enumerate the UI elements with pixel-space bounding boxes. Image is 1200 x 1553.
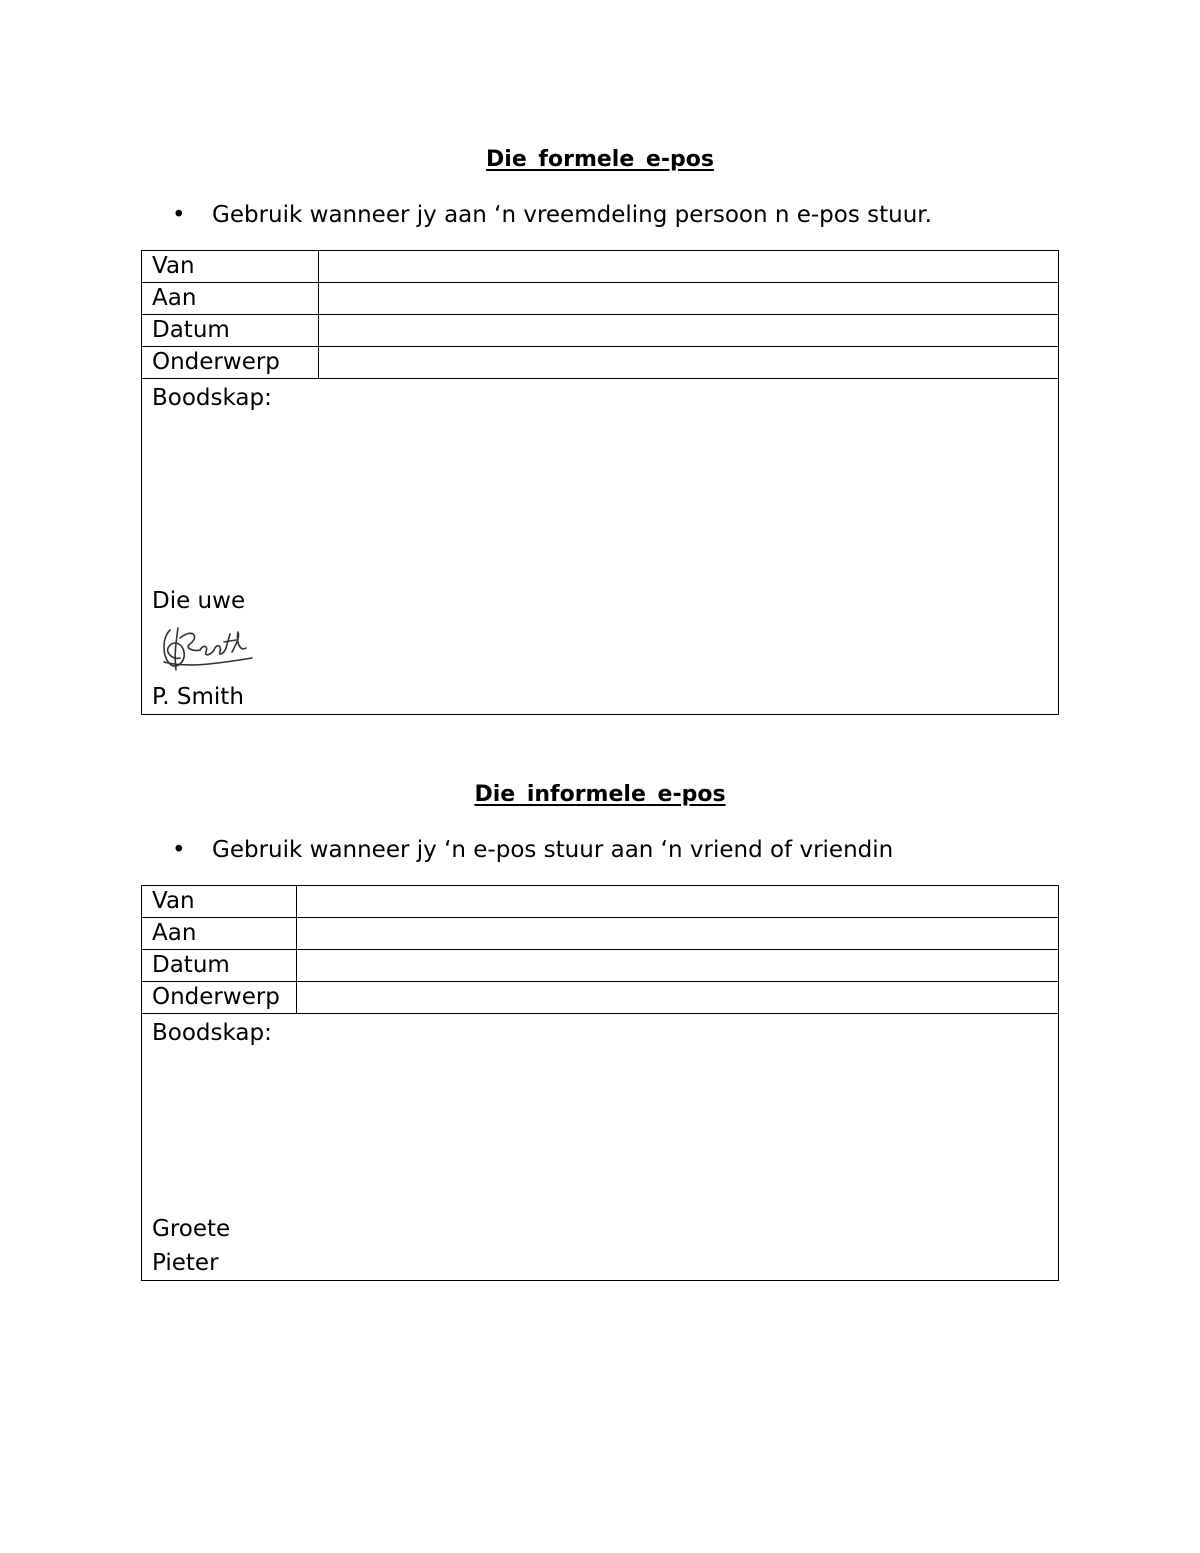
message-label: Boodskap:	[152, 1020, 272, 1046]
field-label: Aan	[142, 918, 297, 950]
bullet-icon: •	[172, 202, 186, 228]
informal-message-area[interactable]	[142, 1014, 1059, 1281]
formal-row-aan	[142, 283, 1059, 315]
field-label: Onderwerp	[142, 347, 319, 379]
informal-closing-block	[152, 1212, 230, 1280]
message-label: Boodskap:	[152, 385, 272, 411]
informal-row-datum	[142, 950, 1059, 982]
formal-bullet	[172, 200, 932, 230]
formal-row-datum	[142, 315, 1059, 347]
field-value-datum[interactable]	[319, 315, 1059, 347]
formal-row-van	[142, 251, 1059, 283]
field-label: Van	[142, 886, 297, 918]
closing-text: Die uwe	[152, 588, 246, 614]
informal-row-message	[142, 1014, 1059, 1281]
formal-closing-block	[152, 584, 256, 714]
informal-heading: Die informele e-pos	[474, 782, 726, 807]
field-value-van[interactable]	[297, 886, 1059, 918]
closing-text: Groete	[152, 1216, 231, 1242]
field-label: Van	[142, 251, 319, 283]
formal-bullet-text: Gebruik wanneer jy aan ‘n vreemdeling persoon n e-pos stuur.	[212, 202, 932, 228]
field-value-aan[interactable]	[297, 918, 1059, 950]
sender-name: Pieter	[152, 1250, 219, 1276]
field-value-aan[interactable]	[319, 283, 1059, 315]
formal-email-table	[141, 250, 1059, 715]
field-value-datum[interactable]	[297, 950, 1059, 982]
signature-icon	[156, 618, 256, 676]
field-label: Datum	[142, 950, 297, 982]
informal-row-van	[142, 886, 1059, 918]
informal-bullet	[172, 835, 893, 865]
field-value-van[interactable]	[319, 251, 1059, 283]
informal-row-aan	[142, 918, 1059, 950]
informal-email-table	[141, 885, 1059, 1281]
informal-bullet-text: Gebruik wanneer jy ‘n e-pos stuur aan ‘n vriend of vriendin	[212, 837, 894, 863]
field-label: Datum	[142, 315, 319, 347]
formal-row-onderwerp	[142, 347, 1059, 379]
formal-message-area[interactable]	[142, 379, 1059, 715]
field-value-onderwerp[interactable]	[297, 982, 1059, 1014]
field-value-onderwerp[interactable]	[319, 347, 1059, 379]
formal-row-message	[142, 379, 1059, 715]
informal-row-onderwerp	[142, 982, 1059, 1014]
field-label: Onderwerp	[142, 982, 297, 1014]
formal-heading: Die formele e-pos	[486, 147, 714, 172]
field-label: Aan	[142, 283, 319, 315]
sender-name: P. Smith	[152, 684, 244, 710]
bullet-icon: •	[172, 837, 186, 863]
